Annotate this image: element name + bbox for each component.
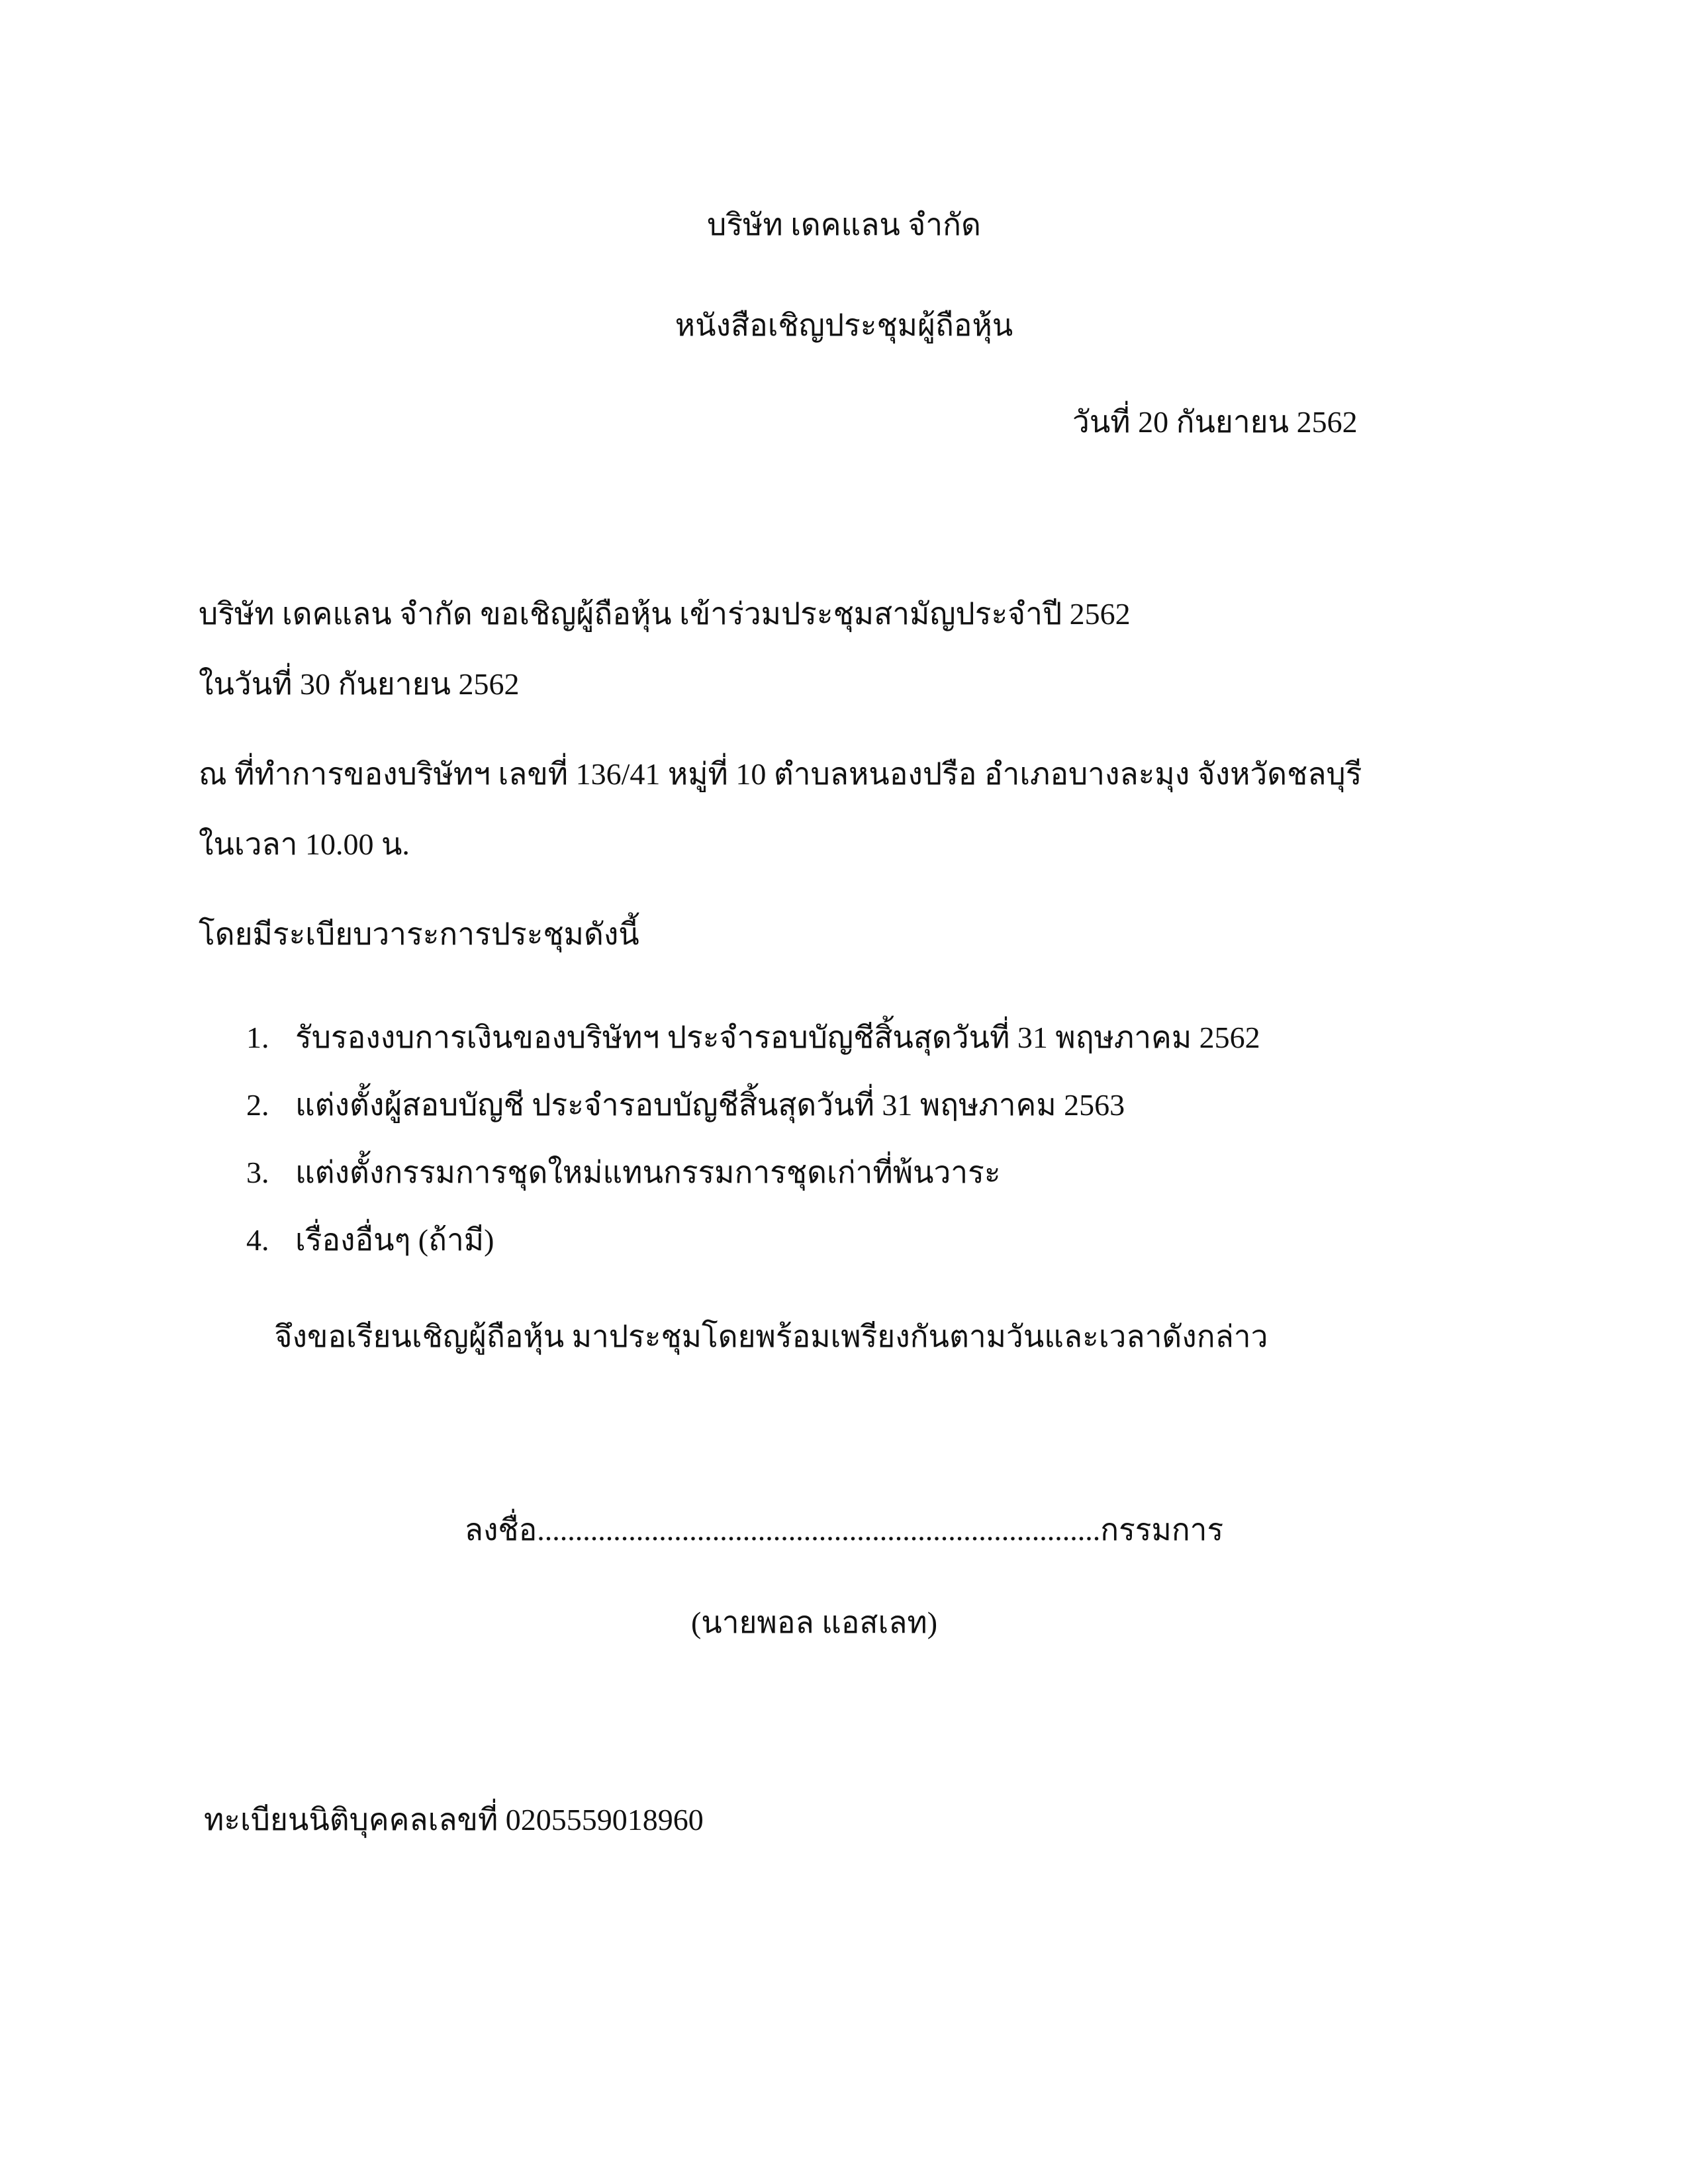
meeting-location-line: ณ ที่ทำการของบริษัทฯ เลขที่ 136/41 หมู่ที่ 10 ตำบลหนองปรือ อำเภอบางละมุง จังหวัดชลบุรี: [199, 757, 1362, 791]
agenda-intro: โดยมีระเบียบวาระการประชุมดังนี้: [199, 917, 639, 951]
company-registration-number: ทะเบียนนิติบุคคลเลขที่ 0205559018960: [204, 1803, 704, 1837]
agenda-item-text: แต่งตั้งกรรมการชุดใหม่แทนกรรมการชุดเก่าที่พ้นวาระ: [295, 1156, 1001, 1189]
invitation-line: บริษัท เดคแลน จำกัด ขอเชิญผู้ถือหุ้น เข้าร่วมประชุมสามัญประจำปี 2562: [199, 597, 1131, 631]
signer-name: (นายพอล แอสเลท): [690, 1606, 938, 1639]
meeting-time-line: ในเวลา 10.00 น.: [199, 827, 410, 861]
agenda-item-number: 2.: [246, 1088, 269, 1122]
agenda-item-number: 1.: [246, 1021, 269, 1054]
agenda-item-text: เรื่องอื่นๆ (ถ้ามี): [295, 1223, 494, 1257]
agenda-item-number: 4.: [246, 1223, 269, 1257]
agenda-item-number: 3.: [246, 1156, 269, 1189]
meeting-date-line: ในวันที่ 30 กันยายน 2562: [199, 667, 520, 701]
signature-line: ลงชื่อ..........................................................................กรรมการ: [464, 1513, 1224, 1547]
agenda-item-text: แต่งตั้งผู้สอบบัญชี ประจำรอบบัญชีสิ้นสุดวันที่ 31 พฤษภาคม 2563: [295, 1088, 1125, 1122]
agenda-item-text: รับรองงบการเงินของบริษัทฯ ประจำรอบบัญชีสิ้นสุดวันที่ 31 พฤษภาคม 2562: [295, 1021, 1260, 1054]
company-name: บริษัท เดคแลน จำกัด: [707, 208, 981, 242]
document-date: วันที่ 20 กันยายน 2562: [1072, 405, 1358, 439]
closing-invitation: จึงขอเรียนเชิญผู้ถือหุ้น มาประชุมโดยพร้อมเพรียงกันตามวันและเวลาดังกล่าว: [274, 1320, 1268, 1353]
document-title: หนังสือเชิญประชุมผู้ถือหุ้น: [675, 308, 1013, 342]
